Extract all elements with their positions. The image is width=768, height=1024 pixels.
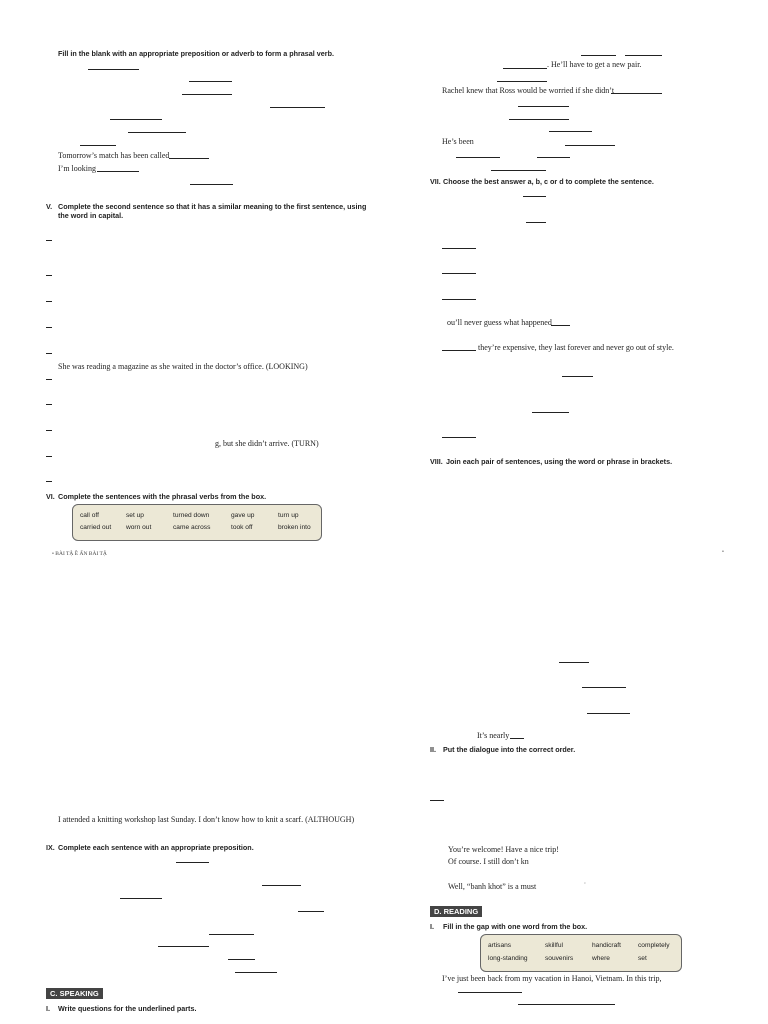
dialogue-line: Well, “banh khot” is a must	[448, 882, 537, 891]
answer-blank[interactable]	[562, 376, 593, 377]
reading-passage-line: I’ve just been back from my vacation in Hanoi, Vietnam. In this trip,	[442, 974, 662, 983]
answer-line-marker[interactable]	[46, 481, 52, 482]
word-box-item: gave up	[231, 512, 255, 519]
answer-blank[interactable]	[497, 81, 547, 82]
section-vi-title: Complete the sentences with the phrasal verbs from the box.	[58, 492, 267, 501]
answer-blank[interactable]	[442, 273, 476, 274]
fill-instruction: Fill in the blank with an appropriate preposition or adverb to form a phrasal verb.	[58, 49, 334, 58]
word-box-item: handicraft	[592, 942, 621, 949]
answer-blank[interactable]	[523, 196, 546, 197]
section-ii-number: II.	[430, 745, 436, 754]
sentence-hes-been: He’s been	[442, 137, 474, 146]
answer-blank[interactable]	[262, 885, 301, 886]
section-ix-number: IX.	[46, 843, 55, 852]
word-box-item: set up	[126, 512, 144, 519]
answer-blank[interactable]	[625, 55, 662, 56]
answer-blank[interactable]	[209, 934, 254, 935]
answer-line-marker[interactable]	[46, 301, 52, 302]
answer-blank[interactable]	[532, 412, 569, 413]
dialogue-line: Of course. I still don’t kn	[448, 857, 529, 866]
word-box-item: artisans	[488, 942, 512, 949]
answer-blank[interactable]	[110, 119, 162, 120]
answer-blank[interactable]	[587, 713, 630, 714]
answer-blank[interactable]	[491, 170, 546, 171]
answer-blank[interactable]	[97, 171, 139, 172]
reading-word-box	[480, 934, 682, 972]
word-box-item: souvenirs	[545, 955, 574, 962]
answer-blank[interactable]	[456, 157, 500, 158]
answer-blank[interactable]	[176, 862, 209, 863]
footer-fragment: • BÀI TẬ Ề ẤN BÀI TẬ	[52, 551, 107, 557]
sentence-rachel: Rachel knew that Ross would be worried if she didn’t	[442, 86, 615, 95]
word-box-item: call off	[80, 512, 99, 519]
answer-blank[interactable]	[565, 145, 615, 146]
section-c-i-number: I.	[46, 1004, 50, 1013]
bullet-mark: •	[722, 549, 724, 555]
answer-line-marker[interactable]	[46, 456, 52, 457]
answer-line-marker[interactable]	[46, 275, 52, 276]
answer-blank[interactable]	[611, 93, 662, 94]
answer-line-marker[interactable]	[46, 327, 52, 328]
answer-blank[interactable]	[582, 687, 626, 688]
answer-blank[interactable]	[559, 662, 589, 663]
word-box-item: completely	[638, 942, 670, 949]
answer-blank[interactable]	[80, 145, 116, 146]
answer-blank[interactable]	[88, 69, 139, 70]
word-box-item: set	[638, 955, 647, 962]
answer-blank[interactable]	[549, 131, 592, 132]
section-vii-title: Choose the best answer a, b, c or d to complete the sentence.	[443, 177, 654, 186]
answer-blank[interactable]	[169, 158, 209, 159]
sentence-nearly: It’s nearly	[477, 731, 510, 740]
answer-blank[interactable]	[442, 437, 476, 438]
word-box-item: came across	[173, 524, 211, 531]
sentence-guess: ou’ll never guess what happened	[447, 318, 552, 327]
section-vii-number: VII.	[430, 177, 441, 186]
word-box-item: long-standing	[488, 955, 528, 962]
word-box-item: turned down	[173, 512, 210, 519]
answer-blank[interactable]	[270, 107, 325, 108]
answer-blank[interactable]	[510, 738, 524, 739]
sentence-magazine: She was reading a magazine as she waited in the doctor’s office. (LOOKING)	[58, 362, 308, 371]
answer-blank[interactable]	[120, 898, 162, 899]
answer-blank[interactable]	[503, 68, 547, 69]
answer-blank[interactable]	[190, 184, 233, 185]
section-viii-number: VIII.	[430, 457, 443, 466]
word-box-item: worn out	[126, 524, 152, 531]
answer-blank[interactable]	[581, 55, 616, 56]
section-v-title: Complete the second sentence so that it has a similar meaning to the first sentence, using	[58, 202, 367, 211]
section-ix-title: Complete each sentence with an appropriate preposition.	[58, 843, 254, 852]
word-box-item: broken into	[278, 524, 311, 531]
answer-blank[interactable]	[518, 106, 569, 107]
answer-blank[interactable]	[182, 94, 232, 95]
answer-blank[interactable]	[537, 157, 570, 158]
answer-line-marker[interactable]	[46, 430, 52, 431]
sentence-match: Tomorrow’s match has been called	[58, 151, 170, 160]
sentence-knitting: I attended a knitting workshop last Sunday. I don’t know how to knit a scarf. (ALTHOUGH)	[58, 815, 355, 824]
section-v-number: V.	[46, 202, 53, 211]
answer-blank[interactable]	[430, 800, 444, 801]
section-d-i-number: I.	[430, 922, 434, 931]
answer-blank[interactable]	[189, 81, 232, 82]
section-d-i-title: Fill in the gap with one word from the box.	[443, 922, 588, 931]
answer-blank[interactable]	[158, 946, 209, 947]
dialogue-line: You’re welcome! Have a nice trip!	[448, 845, 559, 854]
answer-line-marker[interactable]	[46, 404, 52, 405]
section-vi-number: VI.	[46, 492, 55, 501]
sentence-turn: g, but she didn’t arrive. (TURN)	[215, 439, 319, 448]
sentence-pair: . He’ll have to get a new pair.	[547, 60, 642, 69]
answer-blank[interactable]	[235, 972, 277, 973]
word-box-item: turn up	[278, 512, 299, 519]
answer-blank[interactable]	[526, 222, 546, 223]
word-box-item: skillful	[545, 942, 563, 949]
answer-line-marker[interactable]	[46, 353, 52, 354]
stray-mark: ’	[584, 882, 586, 888]
answer-blank[interactable]	[442, 350, 476, 351]
word-box-item: took off	[231, 524, 253, 531]
answer-blank[interactable]	[458, 992, 522, 993]
section-c-heading: C. SPEAKING	[46, 988, 103, 999]
answer-blank[interactable]	[228, 959, 255, 960]
answer-blank[interactable]	[518, 1004, 615, 1005]
sentence-expensive: they’re expensive, they last forever and never go out of style.	[478, 343, 674, 352]
answer-blank[interactable]	[442, 299, 476, 300]
answer-blank[interactable]	[442, 248, 476, 249]
word-box-item: carried out	[80, 524, 112, 531]
phrasal-verb-box	[72, 504, 322, 541]
answer-blank[interactable]	[298, 911, 324, 912]
answer-blank[interactable]	[551, 325, 570, 326]
section-c-i-title: Write questions for the underlined parts.	[58, 1004, 197, 1013]
section-ii-title: Put the dialogue into the correct order.	[443, 745, 576, 754]
answer-line-marker[interactable]	[46, 240, 52, 241]
answer-blank[interactable]	[128, 132, 186, 133]
section-d-heading: D. READING	[430, 906, 482, 917]
sentence-looking: I’m looking	[58, 164, 96, 173]
section-viii-title: Join each pair of sentences, using the word or phrase in brackets.	[446, 457, 673, 466]
answer-line-marker[interactable]	[46, 379, 52, 380]
section-v-title-cont: the word in capital.	[58, 211, 124, 220]
word-box-item: where	[592, 955, 610, 962]
answer-blank[interactable]	[509, 119, 569, 120]
